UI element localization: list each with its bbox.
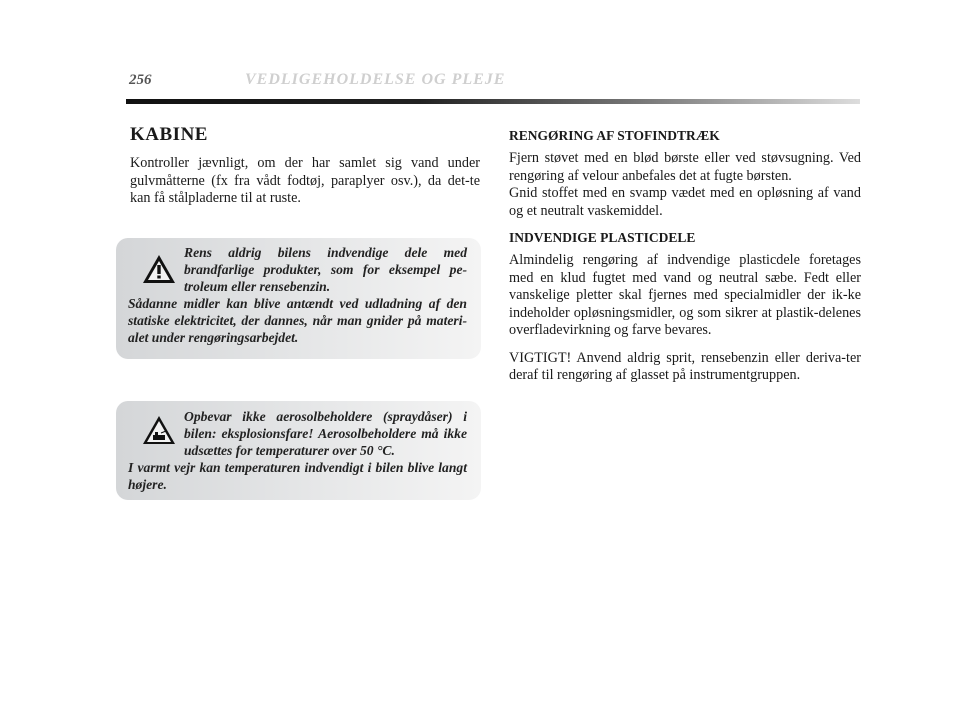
left-column bbox=[130, 124, 480, 208]
section-title: KABINE bbox=[130, 124, 208, 145]
warning-text-line1: Opbevar ikke aerosolbeholdere (spraydåser) i bilen: eksplosionsfare! Aerosolbeholdere må ikke udsættes for temperaturer over 50 °C. bbox=[184, 409, 467, 458]
warning-text-aerosol bbox=[128, 408, 467, 493]
intro-paragraph: Kontroller jævnligt, om der har samlet sig vand under gulvmåtterne (fx fra vådt fodtøj, paraplyer osv.), da det-te kan få stålpladerne til at ruste. bbox=[130, 155, 480, 206]
heading-fabric-cleaning: RENGØRING AF STOFINDTRÆK bbox=[509, 128, 720, 143]
warning-text-line2: Sådanne midler kan blive antændt ved udladning af den statiske elektricitet, der dannes, når man gnider på materi-alet under rengøringsarbejdet. bbox=[128, 296, 467, 345]
warning-text-line2: I varmt vejr kan temperaturen indvendigt i bilen blive langt højere. bbox=[128, 460, 467, 492]
warning-text-flammable bbox=[128, 244, 467, 346]
warning-box-flammable bbox=[116, 238, 481, 359]
paragraph-plastic: Almindelig rengøring af indvendige plasticdele foretages med en klud fugtet med vand og neutral sæbe. Fedt eller vanskelige pletter skal fjernes med specialmidler der ik-ke indeholder opløsningsmidler, og som sikrer at plastik-delenes overfladevirkning og farve bevares. bbox=[509, 252, 861, 338]
warning-box-aerosol bbox=[116, 401, 481, 500]
header-rule bbox=[126, 99, 860, 104]
right-column bbox=[509, 128, 861, 385]
warning-text-line1: Rens aldrig bilens indvendige dele med brandfarlige produkter, som for eksempel pe-troleum eller rensebenzin. bbox=[184, 245, 467, 294]
section-header: VEDLIGEHOLDELSE OG PLEJE bbox=[245, 71, 506, 88]
paragraph-fabric-2: Gnid stoffet med en svamp vædet med en opløsning af vand og et neutralt vaskemiddel. bbox=[509, 185, 861, 219]
heading-plastic-parts: INDVENDIGE PLASTICDELE bbox=[509, 230, 696, 245]
paragraph-fabric-1: Fjern støvet med en blød børste eller ved støvsugning. Ved rengøring af velour anbefales det at fugte børsten. bbox=[509, 150, 861, 184]
page-number: 256 bbox=[129, 72, 152, 88]
paragraph-important: VIGTIGT! Anvend aldrig sprit, rensebenzin eller deriva-ter deraf til rengøring af glasset på instrumentgruppen. bbox=[509, 349, 861, 383]
